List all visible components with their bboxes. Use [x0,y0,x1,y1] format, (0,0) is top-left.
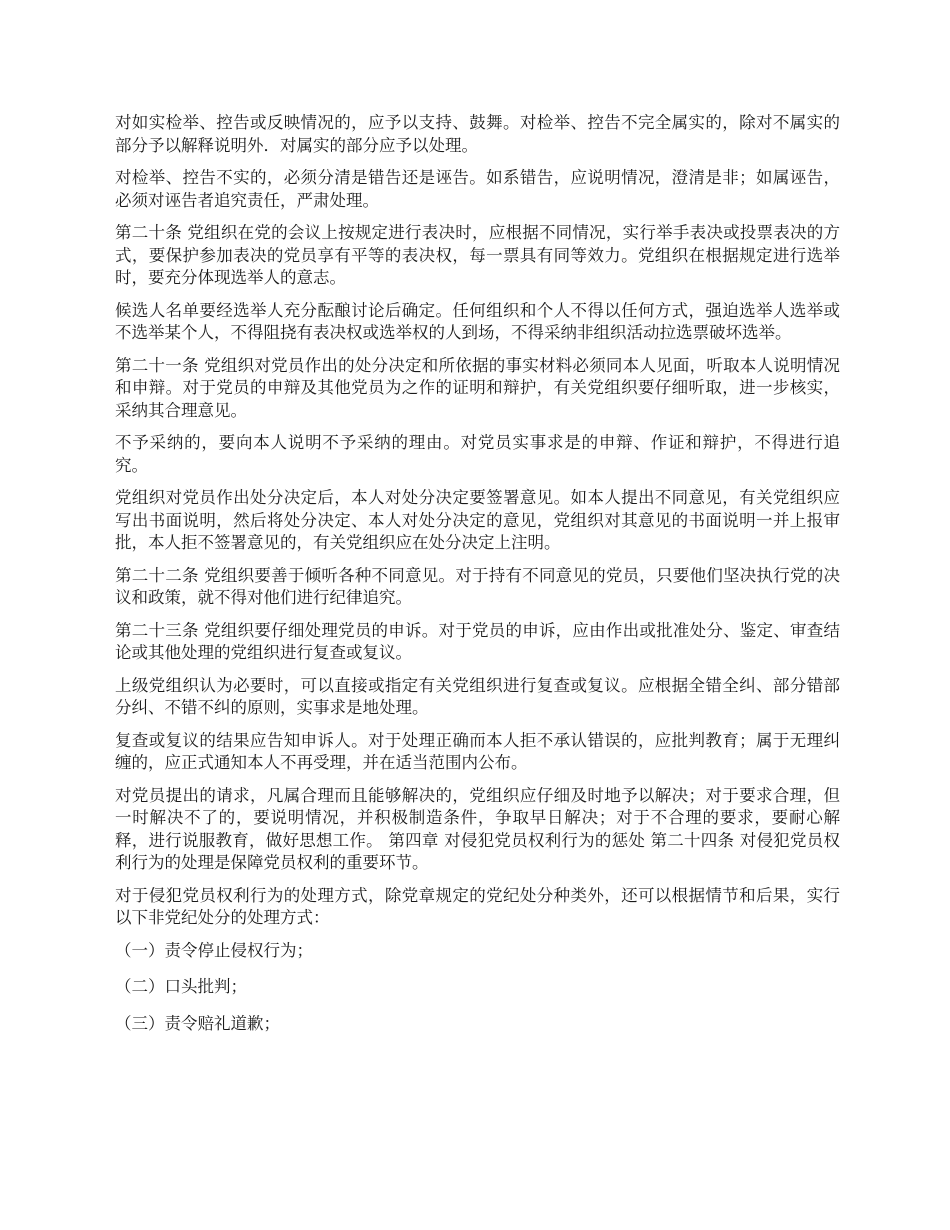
list-item-3: （三）责令赔礼道歉； [115,1013,280,1033]
paragraph-5: 第二十一条 党组织对党员作出的处分决定和所依据的事实材料必须同本人见面，听取本人说明情况和申辩。对于党员的申辩及其他党员为之作的证明和辩护，有关党组织要仔细听取，进一步核实，采纳其合理意见。 [115,355,840,420]
paragraph-6: 不予采纳的，要向本人说明不予采纳的理由。对党员实事求是的申辩、作证和辩护，不得进行追究。 [115,433,840,475]
paragraph-10: 上级党组织认为必要时，可以直接或指定有关党组织进行复查或复议。应根据全错全纠、部分错部分纠、不错不纠的原则，实事求是地处理。 [115,675,840,717]
list-item-1: （一）责令停止侵权行为； [115,940,313,960]
paragraph-9: 第二十三条 党组织要仔细处理党员的申诉。对于党员的申诉，应由作出或批准处分、鉴定、审查结论或其他处理的党组织进行复查或复议。 [115,620,840,662]
paragraph-4: 候选人名单要经选举人充分酝酿讨论后确定。任何组织和个人不得以任何方式，强迫选举人选举或不选举某个人，不得阻挠有表决权或选举权的人到场，不得采纳非组织活动拉选票破坏选举。 [115,300,840,342]
paragraph-8: 第二十二条 党组织要善于倾听各种不同意见。对于持有不同意见的党员，只要他们坚决执行党的决议和政策，就不得对他们进行纪律追究。 [115,565,840,607]
list-item-2: （二）口头批判； [115,977,247,996]
paragraph-13: 对于侵犯党员权利行为的处理方式，除党章规定的党纪处分种类外，还可以根据情节和后果，实行以下非党纪处分的处理方式： [115,885,840,927]
paragraph-7: 党组织对党员作出处分决定后，本人对处分决定要签署意见。如本人提出不同意见，有关党组织应写出书面说明，然后将处分决定、本人对处分决定的意见，党组织对其意见的书面说明一并上报审批，本人拒不签署意见的，有关党组织应在处分决定上注明。 [115,488,840,552]
paragraph-1: 对如实检举、控告或反映情况的，应予以支持、鼓舞。对检举、控告不完全属实的，除对不属实的部分予以解释说明外．对属实的部分应予以处理。 [115,113,840,155]
paragraph-2: 对检举、控告不实的，必须分清是错告还是诬告。如系错告，应说明情况，澄清是非；如属诬告，必须对诬告者追究责任，严肃处理。 [115,168,840,210]
paragraph-3: 第二十条 党组织在党的会议上按规定进行表决时，应根据不同情况，实行举手表决或投票表决的方式，要保护参加表决的党员享有平等的表决权，每一票具有同等效力。党组织在根据规定进行选举时，要充分体现选举人的意志。 [115,223,840,287]
paragraph-12: 对党员提出的请求，凡属合理而且能够解决的，党组织应仔细及时地予以解决；对于要求合理，但一时解决不了的，要说明情况，并积极制造条件，争取早日解决；对于不合理的要求，要耐心解释，进行说服教育，做好思想工作。 第四章 对侵犯党员权利行为的惩处 第二十四条 对侵犯党员权利行为的处理是保障党员权利的重要环节。 [115,785,840,872]
paragraph-11: 复查或复议的结果应告知申诉人。对于处理正确而本人拒不承认错误的，应批判教育；属于无理纠缠的，应正式通知本人不再受理，并在适当范围内公布。 [115,730,840,772]
